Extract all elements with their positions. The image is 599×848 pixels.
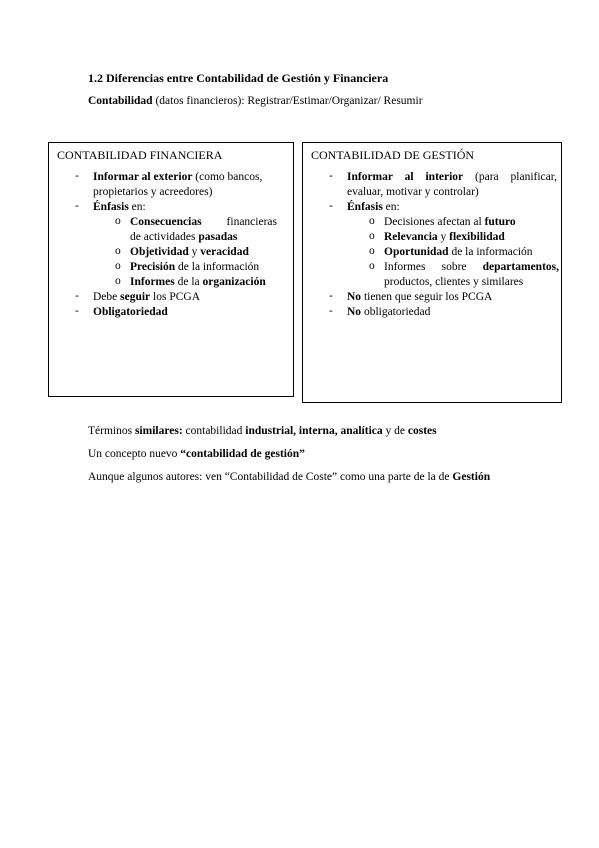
- fin-sub-objetividad-bold1: Objetividad: [130, 246, 189, 258]
- fin-sub-precision: [130, 260, 259, 275]
- ges-item-informar: [347, 170, 557, 200]
- fin-item-informar: [93, 170, 289, 200]
- ges-sub-relevancia-bold2: flexibilidad: [449, 231, 505, 243]
- financiera-title: CONTABILIDAD FINANCIERA: [57, 148, 223, 162]
- ges-item-obligatoriedad-bold: No: [347, 306, 362, 318]
- aunque-b1: Gestión: [452, 471, 491, 483]
- bullet-dash: -: [75, 200, 79, 212]
- bullet-circle: o: [115, 260, 121, 272]
- fin-sub-precision-rest: de la información: [175, 261, 260, 273]
- terminos-b3: costes: [407, 425, 437, 437]
- fin-sub-informes: [130, 275, 266, 290]
- fin-sub-objetividad: [130, 245, 249, 260]
- ges-sub-informes: [384, 260, 559, 290]
- ges-item-informar-line2: evaluar, motivar y controlar): [347, 186, 479, 198]
- bullet-dash: -: [75, 170, 79, 182]
- terminos-p2: contabilidad: [182, 425, 246, 437]
- fin-sub-consecuencias-line2: de actividades: [130, 231, 199, 243]
- bullet-circle: o: [369, 215, 375, 227]
- fin-item-pcga-bold: seguir: [120, 291, 151, 303]
- bullet-dash: -: [329, 290, 333, 302]
- fin-sub-informes-plain: de la: [174, 276, 203, 288]
- fin-sub-consecuencias: [130, 215, 277, 245]
- concepto-p1: Un concepto nuevo: [88, 448, 181, 460]
- section-heading: 1.2 Diferencias entre Contabilidad de Gestión y Financiera: [88, 71, 389, 85]
- ges-sub-oportunidad-bold: Oportunidad: [384, 246, 449, 258]
- ges-sub-informes-line2: productos, clientes y similares: [384, 276, 524, 288]
- ges-sub-decisiones-plain: Decisiones afectan al: [384, 216, 485, 228]
- intro-rest: (datos financieros): Registrar/Estimar/Organizar/ Resumir: [152, 95, 423, 107]
- fin-item-informar-line2: propietarios y acreedores): [93, 186, 213, 198]
- fin-sub-consecuencias-line2-bold: pasadas: [198, 231, 238, 243]
- concepto-b1: “contabilidad de gestión”: [180, 448, 305, 460]
- bullet-circle: o: [115, 275, 121, 287]
- terminos-line: [88, 425, 437, 437]
- fin-item-pcga-plain: Debe: [93, 291, 121, 303]
- aunque-line: [88, 471, 490, 483]
- ges-item-enfasis-bold: Énfasis: [347, 201, 383, 213]
- terminos-p3: y de: [382, 425, 408, 437]
- terminos-p1: Términos: [88, 425, 135, 437]
- ges-item-informar-rest: (para planificar,: [475, 171, 557, 183]
- fin-item-enfasis-bold: Énfasis: [93, 201, 129, 213]
- fin-item-obligatoriedad: [93, 305, 168, 320]
- ges-sub-decisiones: [384, 215, 516, 230]
- fin-sub-informes-bold2: organización: [202, 276, 266, 288]
- fin-sub-objetividad-bold2: veracidad: [200, 246, 249, 258]
- ges-sub-informes-bold: departamentos,: [482, 261, 559, 273]
- ges-item-pcga-rest: tienen que seguir los PCGA: [361, 291, 493, 303]
- bullet-circle: o: [115, 245, 121, 257]
- fin-sub-objetividad-plain: y: [188, 246, 201, 258]
- bullet-circle: o: [369, 260, 375, 272]
- fin-item-pcga-rest: los PCGA: [150, 291, 201, 303]
- fin-item-pcga: [93, 290, 200, 305]
- ges-item-enfasis: [347, 200, 400, 215]
- ges-item-pcga-bold: No: [347, 291, 362, 303]
- bullet-circle: o: [369, 245, 375, 257]
- gestion-title: CONTABILIDAD DE GESTIÓN: [311, 148, 475, 162]
- ges-item-obligatoriedad: [347, 305, 430, 320]
- fin-item-obligatoriedad-bold: Obligatoriedad: [93, 306, 168, 318]
- intro-line: [88, 95, 423, 107]
- intro-bold: Contabilidad: [88, 95, 153, 107]
- ges-item-obligatoriedad-rest: obligatoriedad: [361, 306, 431, 318]
- bullet-dash: -: [329, 170, 333, 182]
- fin-item-informar-bold: Informar al exterior: [93, 171, 193, 183]
- ges-sub-relevancia: [384, 230, 505, 245]
- ges-item-informar-bold: Informar al interior: [347, 171, 464, 183]
- ges-item-pcga: [347, 290, 492, 305]
- aunque-p1: Aunque algunos autores: ven “Contabilidad de Coste” como una parte de la de: [88, 471, 453, 483]
- fin-item-enfasis-rest: en:: [128, 201, 146, 213]
- ges-sub-relevancia-bold1: Relevancia: [384, 231, 438, 243]
- fin-sub-consecuencias-bold: Consecuencias: [130, 216, 202, 228]
- terminos-b1: similares:: [134, 425, 183, 437]
- financiera-box: [48, 142, 294, 397]
- bullet-dash: -: [75, 305, 79, 317]
- bullet-dash: -: [329, 200, 333, 212]
- ges-item-enfasis-rest: en:: [382, 201, 400, 213]
- fin-sub-consecuencias-rest: financieras: [226, 216, 277, 228]
- bullet-dash: -: [329, 305, 333, 317]
- terminos-b2: industrial, interna, analítica: [245, 425, 383, 437]
- fin-sub-informes-bold1: Informes: [130, 276, 175, 288]
- concepto-line: [88, 448, 305, 460]
- ges-sub-decisiones-bold: futuro: [484, 216, 516, 228]
- gestion-box: [302, 142, 562, 403]
- bullet-circle: o: [369, 230, 375, 242]
- ges-sub-oportunidad-rest: de la información: [448, 246, 533, 258]
- fin-item-informar-rest: (como bancos,: [192, 171, 263, 183]
- bullet-circle: o: [115, 215, 121, 227]
- ges-sub-oportunidad: [384, 245, 533, 260]
- fin-item-enfasis: [93, 200, 146, 215]
- bullet-dash: -: [75, 290, 79, 302]
- ges-sub-informes-plain: Informes sobre: [384, 261, 467, 273]
- ges-sub-relevancia-plain: y: [437, 231, 450, 243]
- fin-sub-precision-bold: Precisión: [130, 261, 176, 273]
